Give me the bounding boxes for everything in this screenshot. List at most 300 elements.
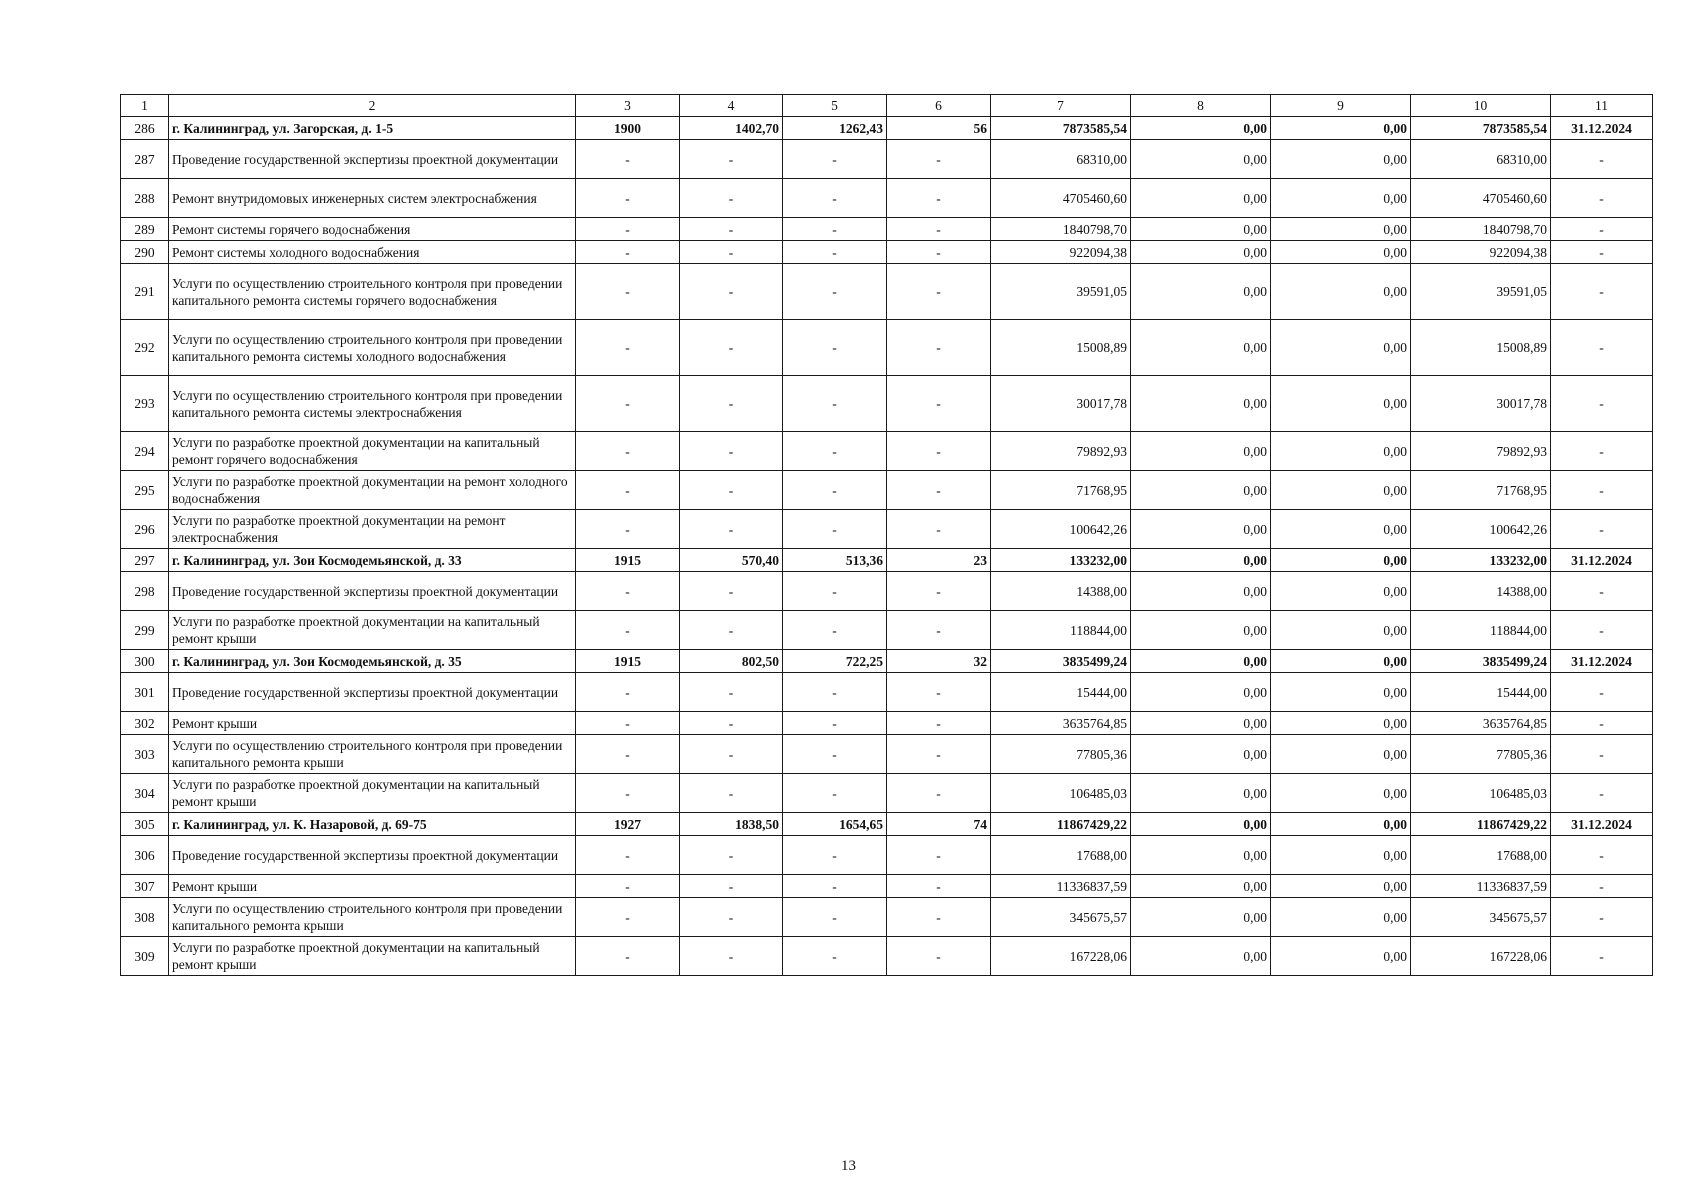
deadline-cell: 31.12.2024 <box>1551 117 1653 140</box>
fund-cost-cell: 4705460,60 <box>1411 179 1551 218</box>
deadline-cell: - <box>1551 432 1653 471</box>
living-area-cell: 1262,43 <box>783 117 887 140</box>
work-name-cell: Услуги по осуществлению строительного контроля при проведении капитального ремонта системы электроснабжения <box>169 376 576 432</box>
cost-col8-cell: 0,00 <box>1131 264 1271 320</box>
total-cost-cell: 71768,95 <box>991 471 1131 510</box>
row-number-cell: 289 <box>121 218 169 241</box>
total-area-cell: 802,50 <box>680 650 783 673</box>
residents-cell: - <box>887 673 991 712</box>
fund-cost-cell: 15444,00 <box>1411 673 1551 712</box>
cost-col8-cell: 0,00 <box>1131 510 1271 549</box>
year-cell: - <box>576 376 680 432</box>
work-name-cell: Проведение государственной экспертизы проектной документации <box>169 140 576 179</box>
total-area-cell: - <box>680 735 783 774</box>
column-number-header-row <box>121 95 1653 117</box>
address-row <box>121 650 1653 673</box>
work-item-row <box>121 735 1653 774</box>
fund-cost-cell: 345675,57 <box>1411 898 1551 937</box>
header-cell: 2 <box>169 95 576 117</box>
year-cell: - <box>576 836 680 875</box>
work-name-cell: Ремонт внутридомовых инженерных систем электроснабжения <box>169 179 576 218</box>
year-cell: - <box>576 471 680 510</box>
header-cell: 1 <box>121 95 169 117</box>
work-item-row <box>121 572 1653 611</box>
total-area-cell: - <box>680 774 783 813</box>
fund-cost-cell: 17688,00 <box>1411 836 1551 875</box>
deadline-cell: - <box>1551 836 1653 875</box>
fund-cost-cell: 3835499,24 <box>1411 650 1551 673</box>
residents-cell: - <box>887 836 991 875</box>
cost-col8-cell: 0,00 <box>1131 898 1271 937</box>
deadline-cell: - <box>1551 471 1653 510</box>
living-area-cell: - <box>783 898 887 937</box>
total-cost-cell: 15008,89 <box>991 320 1131 376</box>
total-cost-cell: 3635764,85 <box>991 712 1131 735</box>
year-cell: - <box>576 218 680 241</box>
residents-cell: - <box>887 510 991 549</box>
cost-col8-cell: 0,00 <box>1131 937 1271 976</box>
cost-col8-cell: 0,00 <box>1131 875 1271 898</box>
fund-cost-cell: 1840798,70 <box>1411 218 1551 241</box>
row-number-cell: 306 <box>121 836 169 875</box>
header-cell: 11 <box>1551 95 1653 117</box>
total-cost-cell: 133232,00 <box>991 549 1131 572</box>
work-item-row <box>121 179 1653 218</box>
deadline-cell: - <box>1551 673 1653 712</box>
living-area-cell: - <box>783 510 887 549</box>
residents-cell: - <box>887 774 991 813</box>
fund-cost-cell: 100642,26 <box>1411 510 1551 549</box>
header-cell: 6 <box>887 95 991 117</box>
row-number-cell: 308 <box>121 898 169 937</box>
work-item-row <box>121 712 1653 735</box>
cost-col8-cell: 0,00 <box>1131 241 1271 264</box>
residents-cell: 23 <box>887 549 991 572</box>
residents-cell: - <box>887 140 991 179</box>
living-area-cell: 513,36 <box>783 549 887 572</box>
fund-cost-cell: 7873585,54 <box>1411 117 1551 140</box>
cost-col9-cell: 0,00 <box>1271 735 1411 774</box>
total-area-cell: - <box>680 937 783 976</box>
total-area-cell: 1838,50 <box>680 813 783 836</box>
total-cost-cell: 118844,00 <box>991 611 1131 650</box>
row-number-cell: 298 <box>121 572 169 611</box>
cost-col9-cell: 0,00 <box>1271 875 1411 898</box>
residents-cell: - <box>887 241 991 264</box>
work-item-row <box>121 376 1653 432</box>
cost-col8-cell: 0,00 <box>1131 572 1271 611</box>
year-cell: 1915 <box>576 549 680 572</box>
year-cell: 1900 <box>576 117 680 140</box>
cost-col9-cell: 0,00 <box>1271 376 1411 432</box>
header-cell: 7 <box>991 95 1131 117</box>
address-row <box>121 549 1653 572</box>
cost-col8-cell: 0,00 <box>1131 774 1271 813</box>
header-cell: 3 <box>576 95 680 117</box>
deadline-cell: - <box>1551 937 1653 976</box>
cost-col9-cell: 0,00 <box>1271 549 1411 572</box>
cost-col8-cell: 0,00 <box>1131 611 1271 650</box>
cost-col9-cell: 0,00 <box>1271 836 1411 875</box>
row-number-cell: 286 <box>121 117 169 140</box>
total-cost-cell: 4705460,60 <box>991 179 1131 218</box>
cost-col9-cell: 0,00 <box>1271 611 1411 650</box>
total-cost-cell: 11336837,59 <box>991 875 1131 898</box>
work-name-cell: Услуги по осуществлению строительного контроля при проведении капитального ремонта крыши <box>169 735 576 774</box>
cost-col8-cell: 0,00 <box>1131 735 1271 774</box>
year-cell: - <box>576 140 680 179</box>
residents-cell: 56 <box>887 117 991 140</box>
row-number-cell: 300 <box>121 650 169 673</box>
total-area-cell: - <box>680 376 783 432</box>
address-row <box>121 813 1653 836</box>
living-area-cell: 1654,65 <box>783 813 887 836</box>
living-area-cell: - <box>783 572 887 611</box>
fund-cost-cell: 77805,36 <box>1411 735 1551 774</box>
cost-col9-cell: 0,00 <box>1271 241 1411 264</box>
total-area-cell: - <box>680 510 783 549</box>
work-item-row <box>121 774 1653 813</box>
living-area-cell: - <box>783 611 887 650</box>
cost-col8-cell: 0,00 <box>1131 836 1271 875</box>
total-cost-cell: 345675,57 <box>991 898 1131 937</box>
address-cell: г. Калининград, ул. Загорская, д. 1-5 <box>169 117 576 140</box>
fund-cost-cell: 30017,78 <box>1411 376 1551 432</box>
residents-cell: - <box>887 937 991 976</box>
total-area-cell: - <box>680 320 783 376</box>
cost-col9-cell: 0,00 <box>1271 432 1411 471</box>
living-area-cell: - <box>783 264 887 320</box>
year-cell: - <box>576 673 680 712</box>
year-cell: - <box>576 510 680 549</box>
total-area-cell: - <box>680 572 783 611</box>
living-area-cell: - <box>783 376 887 432</box>
fund-cost-cell: 68310,00 <box>1411 140 1551 179</box>
cost-col9-cell: 0,00 <box>1271 712 1411 735</box>
work-name-cell: Ремонт системы горячего водоснабжения <box>169 218 576 241</box>
work-item-row <box>121 875 1653 898</box>
cost-col9-cell: 0,00 <box>1271 510 1411 549</box>
residents-cell: - <box>887 572 991 611</box>
total-cost-cell: 922094,38 <box>991 241 1131 264</box>
page-number: 13 <box>841 1158 856 1174</box>
table-body <box>121 95 1653 976</box>
residents-cell: - <box>887 611 991 650</box>
deadline-cell: - <box>1551 140 1653 179</box>
work-item-row <box>121 898 1653 937</box>
year-cell: - <box>576 712 680 735</box>
deadline-cell: - <box>1551 376 1653 432</box>
total-area-cell: - <box>680 179 783 218</box>
fund-cost-cell: 79892,93 <box>1411 432 1551 471</box>
residents-cell: - <box>887 432 991 471</box>
address-row <box>121 117 1653 140</box>
cost-col8-cell: 0,00 <box>1131 813 1271 836</box>
total-cost-cell: 14388,00 <box>991 572 1131 611</box>
total-cost-cell: 11867429,22 <box>991 813 1131 836</box>
total-cost-cell: 7873585,54 <box>991 117 1131 140</box>
row-number-cell: 302 <box>121 712 169 735</box>
row-number-cell: 309 <box>121 937 169 976</box>
cost-col9-cell: 0,00 <box>1271 140 1411 179</box>
row-number-cell: 305 <box>121 813 169 836</box>
deadline-cell: - <box>1551 264 1653 320</box>
residents-cell: - <box>887 898 991 937</box>
year-cell: - <box>576 179 680 218</box>
year-cell: - <box>576 264 680 320</box>
deadline-cell: - <box>1551 875 1653 898</box>
living-area-cell: - <box>783 712 887 735</box>
residents-cell: 32 <box>887 650 991 673</box>
work-name-cell: Проведение государственной экспертизы проектной документации <box>169 836 576 875</box>
total-cost-cell: 100642,26 <box>991 510 1131 549</box>
living-area-cell: - <box>783 241 887 264</box>
row-number-cell: 297 <box>121 549 169 572</box>
cost-col9-cell: 0,00 <box>1271 813 1411 836</box>
work-item-row <box>121 510 1653 549</box>
deadline-cell: - <box>1551 898 1653 937</box>
header-cell: 9 <box>1271 95 1411 117</box>
total-area-cell: - <box>680 712 783 735</box>
row-number-cell: 287 <box>121 140 169 179</box>
cost-col8-cell: 0,00 <box>1131 320 1271 376</box>
repair-program-table <box>120 94 1653 976</box>
year-cell: - <box>576 898 680 937</box>
cost-col9-cell: 0,00 <box>1271 898 1411 937</box>
work-name-cell: Услуги по осуществлению строительного контроля при проведении капитального ремонта системы горячего водоснабжения <box>169 264 576 320</box>
work-item-row <box>121 471 1653 510</box>
work-name-cell: Услуги по осуществлению строительного контроля при проведении капитального ремонта крыши <box>169 898 576 937</box>
deadline-cell: 31.12.2024 <box>1551 650 1653 673</box>
year-cell: - <box>576 241 680 264</box>
work-name-cell: Ремонт системы холодного водоснабжения <box>169 241 576 264</box>
total-area-cell: - <box>680 432 783 471</box>
year-cell: - <box>576 937 680 976</box>
deadline-cell: - <box>1551 774 1653 813</box>
row-number-cell: 293 <box>121 376 169 432</box>
fund-cost-cell: 11336837,59 <box>1411 875 1551 898</box>
residents-cell: - <box>887 712 991 735</box>
row-number-cell: 288 <box>121 179 169 218</box>
living-area-cell: - <box>783 432 887 471</box>
cost-col9-cell: 0,00 <box>1271 650 1411 673</box>
total-area-cell: - <box>680 836 783 875</box>
row-number-cell: 307 <box>121 875 169 898</box>
cost-col9-cell: 0,00 <box>1271 179 1411 218</box>
deadline-cell: - <box>1551 712 1653 735</box>
cost-col8-cell: 0,00 <box>1131 549 1271 572</box>
work-name-cell: Услуги по разработке проектной документации на капитальный ремонт горячего водоснабжения <box>169 432 576 471</box>
header-cell: 10 <box>1411 95 1551 117</box>
residents-cell: - <box>887 264 991 320</box>
fund-cost-cell: 39591,05 <box>1411 264 1551 320</box>
header-cell: 5 <box>783 95 887 117</box>
cost-col8-cell: 0,00 <box>1131 432 1271 471</box>
total-cost-cell: 3835499,24 <box>991 650 1131 673</box>
total-area-cell: - <box>680 241 783 264</box>
fund-cost-cell: 167228,06 <box>1411 937 1551 976</box>
header-cell: 8 <box>1131 95 1271 117</box>
row-number-cell: 296 <box>121 510 169 549</box>
deadline-cell: - <box>1551 218 1653 241</box>
fund-cost-cell: 15008,89 <box>1411 320 1551 376</box>
year-cell: - <box>576 735 680 774</box>
row-number-cell: 304 <box>121 774 169 813</box>
living-area-cell: - <box>783 875 887 898</box>
work-item-row <box>121 432 1653 471</box>
address-cell: г. Калининград, ул. К. Назаровой, д. 69-75 <box>169 813 576 836</box>
work-name-cell: Услуги по осуществлению строительного контроля при проведении капитального ремонта системы холодного водоснабжения <box>169 320 576 376</box>
total-cost-cell: 79892,93 <box>991 432 1131 471</box>
deadline-cell: - <box>1551 179 1653 218</box>
work-name-cell: Ремонт крыши <box>169 875 576 898</box>
year-cell: - <box>576 320 680 376</box>
cost-col8-cell: 0,00 <box>1131 673 1271 712</box>
total-area-cell: - <box>680 611 783 650</box>
work-name-cell: Услуги по разработке проектной документации на ремонт электроснабжения <box>169 510 576 549</box>
total-area-cell: - <box>680 898 783 937</box>
living-area-cell: 722,25 <box>783 650 887 673</box>
living-area-cell: - <box>783 140 887 179</box>
deadline-cell: - <box>1551 510 1653 549</box>
total-cost-cell: 17688,00 <box>991 836 1131 875</box>
work-item-row <box>121 140 1653 179</box>
fund-cost-cell: 118844,00 <box>1411 611 1551 650</box>
work-item-row <box>121 264 1653 320</box>
residents-cell: - <box>887 376 991 432</box>
row-number-cell: 290 <box>121 241 169 264</box>
work-name-cell: Услуги по разработке проектной документации на капитальный ремонт крыши <box>169 611 576 650</box>
total-area-cell: - <box>680 140 783 179</box>
deadline-cell: - <box>1551 241 1653 264</box>
row-number-cell: 291 <box>121 264 169 320</box>
total-area-cell: - <box>680 875 783 898</box>
residents-cell: - <box>887 471 991 510</box>
work-name-cell: Услуги по разработке проектной документации на капитальный ремонт крыши <box>169 774 576 813</box>
living-area-cell: - <box>783 471 887 510</box>
residents-cell: 74 <box>887 813 991 836</box>
work-name-cell: Проведение государственной экспертизы проектной документации <box>169 572 576 611</box>
fund-cost-cell: 71768,95 <box>1411 471 1551 510</box>
work-item-row <box>121 218 1653 241</box>
living-area-cell: - <box>783 179 887 218</box>
year-cell: - <box>576 572 680 611</box>
deadline-cell: - <box>1551 735 1653 774</box>
fund-cost-cell: 3635764,85 <box>1411 712 1551 735</box>
year-cell: 1915 <box>576 650 680 673</box>
cost-col8-cell: 0,00 <box>1131 712 1271 735</box>
deadline-cell: - <box>1551 611 1653 650</box>
work-item-row <box>121 937 1653 976</box>
work-item-row <box>121 673 1653 712</box>
cost-col9-cell: 0,00 <box>1271 673 1411 712</box>
row-number-cell: 301 <box>121 673 169 712</box>
residents-cell: - <box>887 218 991 241</box>
total-cost-cell: 167228,06 <box>991 937 1131 976</box>
work-item-row <box>121 836 1653 875</box>
year-cell: - <box>576 432 680 471</box>
cost-col9-cell: 0,00 <box>1271 774 1411 813</box>
residents-cell: - <box>887 320 991 376</box>
total-area-cell: - <box>680 264 783 320</box>
row-number-cell: 292 <box>121 320 169 376</box>
deadline-cell: 31.12.2024 <box>1551 549 1653 572</box>
work-item-row <box>121 241 1653 264</box>
deadline-cell: - <box>1551 320 1653 376</box>
fund-cost-cell: 14388,00 <box>1411 572 1551 611</box>
living-area-cell: - <box>783 320 887 376</box>
total-cost-cell: 68310,00 <box>991 140 1131 179</box>
work-name-cell: Услуги по разработке проектной документации на капитальный ремонт крыши <box>169 937 576 976</box>
cost-col8-cell: 0,00 <box>1131 376 1271 432</box>
address-cell: г. Калининград, ул. Зои Космодемьянской, д. 35 <box>169 650 576 673</box>
living-area-cell: - <box>783 673 887 712</box>
total-cost-cell: 30017,78 <box>991 376 1131 432</box>
row-number-cell: 294 <box>121 432 169 471</box>
cost-col8-cell: 0,00 <box>1131 218 1271 241</box>
living-area-cell: - <box>783 735 887 774</box>
total-cost-cell: 15444,00 <box>991 673 1131 712</box>
work-name-cell: Ремонт крыши <box>169 712 576 735</box>
cost-col8-cell: 0,00 <box>1131 650 1271 673</box>
cost-col9-cell: 0,00 <box>1271 218 1411 241</box>
fund-cost-cell: 11867429,22 <box>1411 813 1551 836</box>
living-area-cell: - <box>783 218 887 241</box>
cost-col9-cell: 0,00 <box>1271 471 1411 510</box>
year-cell: - <box>576 875 680 898</box>
cost-col8-cell: 0,00 <box>1131 140 1271 179</box>
residents-cell: - <box>887 735 991 774</box>
deadline-cell: - <box>1551 572 1653 611</box>
residents-cell: - <box>887 179 991 218</box>
deadline-cell: 31.12.2024 <box>1551 813 1653 836</box>
address-cell: г. Калининград, ул. Зои Космодемьянской, д. 33 <box>169 549 576 572</box>
row-number-cell: 299 <box>121 611 169 650</box>
cost-col9-cell: 0,00 <box>1271 937 1411 976</box>
total-cost-cell: 1840798,70 <box>991 218 1131 241</box>
fund-cost-cell: 106485,03 <box>1411 774 1551 813</box>
fund-cost-cell: 133232,00 <box>1411 549 1551 572</box>
living-area-cell: - <box>783 937 887 976</box>
total-area-cell: - <box>680 218 783 241</box>
cost-col8-cell: 0,00 <box>1131 117 1271 140</box>
cost-col9-cell: 0,00 <box>1271 264 1411 320</box>
living-area-cell: - <box>783 774 887 813</box>
year-cell: - <box>576 774 680 813</box>
cost-col9-cell: 0,00 <box>1271 320 1411 376</box>
total-cost-cell: 106485,03 <box>991 774 1131 813</box>
cost-col9-cell: 0,00 <box>1271 117 1411 140</box>
total-area-cell: - <box>680 673 783 712</box>
living-area-cell: - <box>783 836 887 875</box>
work-item-row <box>121 611 1653 650</box>
row-number-cell: 303 <box>121 735 169 774</box>
residents-cell: - <box>887 875 991 898</box>
total-area-cell: - <box>680 471 783 510</box>
total-cost-cell: 39591,05 <box>991 264 1131 320</box>
header-cell: 4 <box>680 95 783 117</box>
work-item-row <box>121 320 1653 376</box>
total-area-cell: 1402,70 <box>680 117 783 140</box>
work-name-cell: Услуги по разработке проектной документации на ремонт холодного водоснабжения <box>169 471 576 510</box>
fund-cost-cell: 922094,38 <box>1411 241 1551 264</box>
work-name-cell: Проведение государственной экспертизы проектной документации <box>169 673 576 712</box>
total-area-cell: 570,40 <box>680 549 783 572</box>
cost-col8-cell: 0,00 <box>1131 471 1271 510</box>
row-number-cell: 295 <box>121 471 169 510</box>
cost-col9-cell: 0,00 <box>1271 572 1411 611</box>
year-cell: 1927 <box>576 813 680 836</box>
